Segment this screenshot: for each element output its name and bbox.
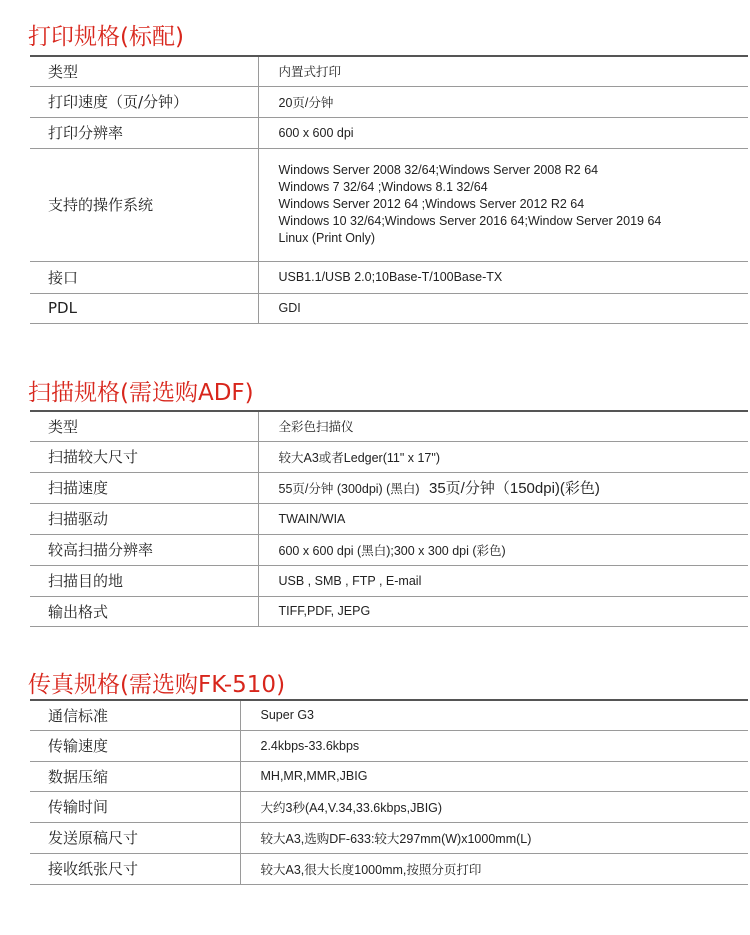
os-line: Linux (Print Only) (278, 231, 376, 245)
table-row (30, 730, 748, 761)
table-row (30, 853, 748, 884)
row-label: 扫描较大尺寸 (30, 441, 258, 472)
row-label: 输出格式 (30, 596, 258, 626)
row-label: 扫描驱动 (30, 503, 258, 534)
table-row (30, 261, 748, 293)
row-label: 通信标准 (30, 700, 240, 730)
fax-spec-title: 传真规格(需选购FK-510) (28, 672, 286, 698)
row-value: 较大A3或者Ledger(11" x 17") (258, 441, 748, 472)
row-value: 全彩色扫描仪 (258, 411, 748, 441)
os-line: Windows 10 32/64;Windows Server 2016 64;Window Server 2019 64 (278, 214, 662, 228)
row-value: USB1.1/USB 2.0;10Base-T/100Base-TX (258, 261, 748, 293)
table-row (30, 117, 748, 148)
scan-speed-bw: 55页/分钟 (300dpi) (黑白) (278, 482, 420, 496)
fax-spec-table (30, 699, 748, 885)
table-row (30, 791, 748, 822)
table-row (30, 596, 748, 626)
os-list (258, 148, 748, 261)
row-label: 接口 (30, 261, 258, 293)
table-row (30, 293, 748, 323)
row-label: 支持的操作系统 (30, 148, 258, 261)
row-label: 数据压缩 (30, 761, 240, 791)
row-label: 打印速度（页/分钟） (30, 86, 258, 117)
row-label: 类型 (30, 56, 258, 86)
scan-speed-color: 35页/分钟（150dpi)(彩色) (429, 480, 600, 497)
row-value: 较大A3,选购DF-633:较大297mm(W)x1000mm(L) (240, 822, 748, 853)
table-row (30, 761, 748, 791)
row-value: TIFF,PDF, JEPG (258, 596, 748, 626)
table-row (30, 411, 748, 441)
row-value: 20页/分钟 (258, 86, 748, 117)
row-value: 600 x 600 dpi (黑白);300 x 300 dpi (彩色) (258, 534, 748, 565)
scan-spec-table (30, 410, 748, 627)
row-value: USB , SMB , FTP , E-mail (258, 565, 748, 596)
row-label: 接收纸张尺寸 (30, 853, 240, 884)
table-row (30, 148, 748, 261)
row-value: TWAIN/WIA (258, 503, 748, 534)
scan-spec-title: 扫描规格(需选购ADF) (28, 380, 254, 406)
row-label: 打印分辨率 (30, 117, 258, 148)
row-label: 发送原稿尺寸 (30, 822, 240, 853)
row-value: 2.4kbps-33.6kbps (240, 730, 748, 761)
os-line: Windows Server 2012 64 ;Windows Server 2012 R2 64 (278, 197, 585, 211)
row-value: MH,MR,MMR,JBIG (240, 761, 748, 791)
print-spec-title: 打印规格(标配) (28, 24, 184, 50)
row-label: 类型 (30, 411, 258, 441)
row-value: 内置式打印 (258, 56, 748, 86)
table-row (30, 503, 748, 534)
table-row (30, 565, 748, 596)
row-value: 大约3秒(A4,V.34,33.6kbps,JBIG) (240, 791, 748, 822)
table-row (30, 56, 748, 86)
table-row (30, 441, 748, 472)
row-value: GDI (258, 293, 748, 323)
row-value: Super G3 (240, 700, 748, 730)
row-label: 传输速度 (30, 730, 240, 761)
row-label: 扫描目的地 (30, 565, 258, 596)
row-label: 较高扫描分辨率 (30, 534, 258, 565)
row-label: PDL (30, 293, 258, 323)
row-value (258, 472, 748, 503)
os-line: Windows Server 2008 32/64;Windows Server 2008 R2 64 (278, 163, 599, 177)
table-row (30, 822, 748, 853)
os-line: Windows 7 32/64 ;Windows 8.1 32/64 (278, 180, 488, 194)
row-label: 扫描速度 (30, 472, 258, 503)
row-value: 较大A3,很大长度1000mm,按照分页打印 (240, 853, 748, 884)
row-value: 600 x 600 dpi (258, 117, 748, 148)
table-row (30, 472, 748, 503)
table-row (30, 534, 748, 565)
print-spec-table (30, 55, 748, 324)
table-row (30, 700, 748, 730)
table-row (30, 86, 748, 117)
row-label: 传输时间 (30, 791, 240, 822)
